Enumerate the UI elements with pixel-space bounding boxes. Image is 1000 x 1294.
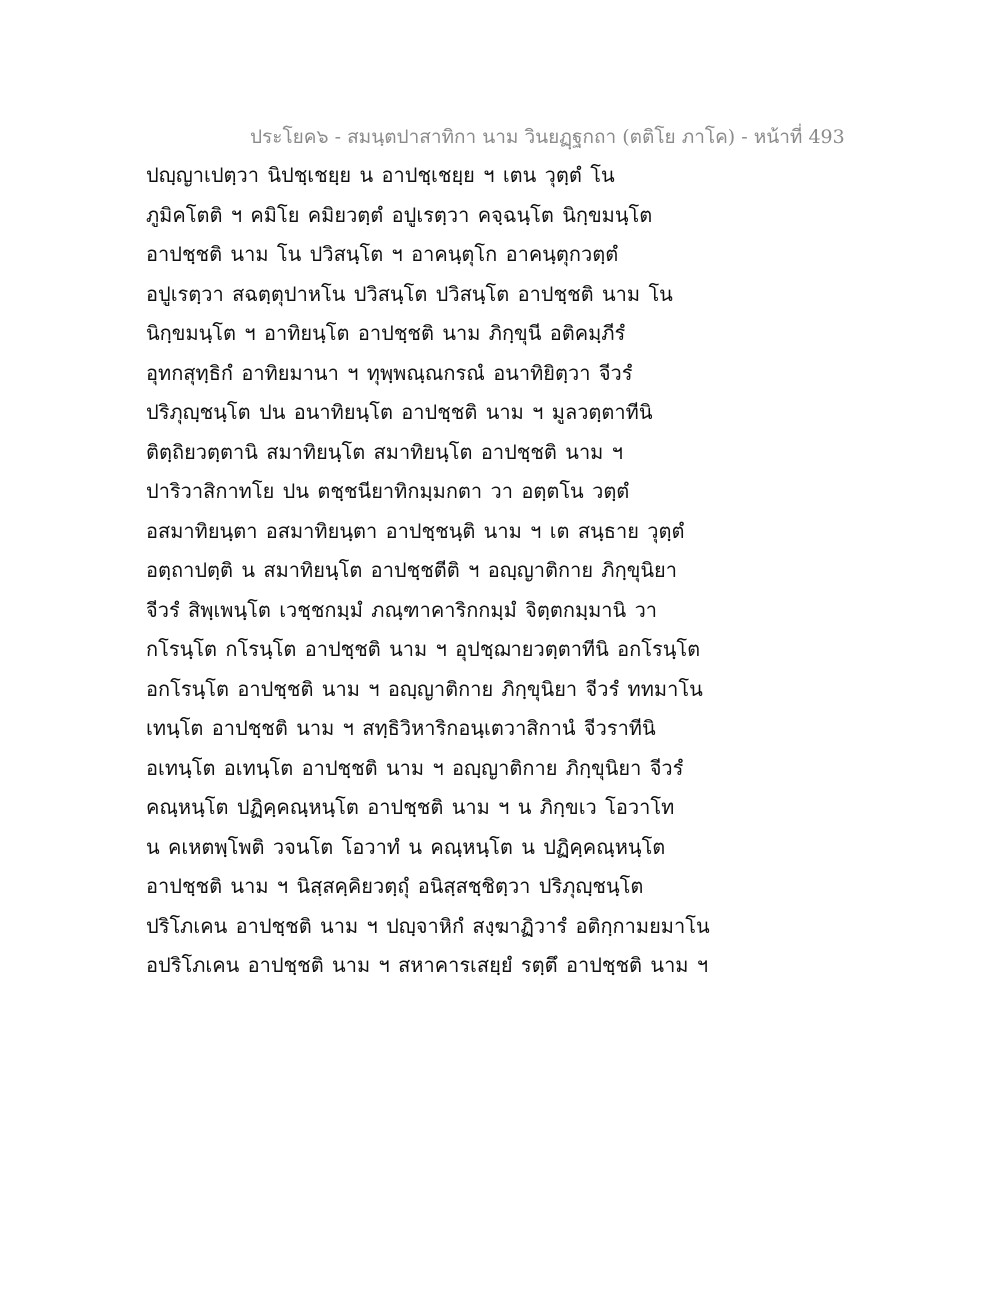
text-line: คณฺหนฺโต ปฏิคฺคณฺหนฺโต อาปชฺชติ นาม ฯ น ภิกฺขเว โอวาโท bbox=[146, 795, 675, 819]
text-line: นิกฺขมนฺโต ฯ อาทิยนฺโต อาปชฺชติ นาม ภิกฺขุนี อติคมฺภีรํ bbox=[146, 321, 626, 345]
text-line: ปริภุญฺชนฺโต ปน อนาทิยนฺโต อาปชฺชติ นาม ฯ มูลวตฺตาทีนิ bbox=[146, 400, 653, 424]
text-line: อาปชฺชติ นาม ฯ นิสฺสคฺคิยวตฺถุํ อนิสฺสชฺชิตฺวา ปริภุญฺชนฺโต bbox=[146, 874, 644, 898]
text-line: เทนฺโต อาปชฺชติ นาม ฯ สทฺธิวิหาริกอนฺเตวาสิกานํ จีวราทีนิ bbox=[146, 716, 656, 740]
text-line: ปริโภเคน อาปชฺชติ นาม ฯ ปญฺจาหิกํ สงฺฆาฏิวารํ อติกฺกามยมาโน bbox=[146, 913, 710, 938]
text-line: อุทกสุทฺธิกํ อาทิยมานา ฯ ทุพฺพณฺณกรณํ อนาทิยิตฺวา จีวรํ bbox=[146, 360, 633, 385]
text-line: กโรนฺโต กโรนฺโต อาปชฺชติ นาม ฯ อุปชฺฌายวตฺตาทีนิ อกโรนฺโต bbox=[146, 637, 701, 661]
text-line: ภูมิคโตติ ฯ คมิโย คมิยวตฺตํ อปูเรตฺวา คจฺฉนฺโต นิกฺขมนฺโต bbox=[146, 202, 653, 227]
text-line: จีวรํ สิพฺเพนฺโต เวชฺชกมฺมํ ภณฺฑาคาริกกมฺมํ จิตฺตกมฺมานิ วา bbox=[146, 597, 658, 622]
running-header: ประโยค๖ - สมนฺตปาสาทิกา นาม วินยฏฺฐกถา (ตติโย ภาโค) - หน้าที่ 493 bbox=[250, 126, 845, 148]
text-line: น คเหตพฺโพติ วจนโต โอวาทํ น คณฺหนฺโต น ปฏิคฺคณฺหนฺโต bbox=[146, 834, 666, 859]
text-line: ปาริวาสิกาทโย ปน ตชฺชนียาทิกมฺมกตา วา อตฺตโน วตฺตํ bbox=[146, 479, 630, 503]
body-text bbox=[146, 156, 710, 986]
text-line: อกโรนฺโต อาปชฺชติ นาม ฯ อญฺญาติกาย ภิกฺขุนิยา จีวรํ ททมาโน bbox=[146, 676, 703, 701]
text-line: ปญฺญาเปตฺวา นิปชฺเชยฺย น อาปชฺเชยฺย ฯ เตน วุตฺตํ โน bbox=[146, 163, 615, 187]
text-line: อาปชฺชติ นาม โน ปวิสนฺโต ฯ อาคนฺตุโก อาคนฺตุกวตฺตํ bbox=[146, 242, 619, 266]
text-line: ติตฺถิยวตฺตานิ สมาทิยนฺโต สมาทิยนฺโต อาปชฺชติ นาม ฯ bbox=[146, 439, 623, 464]
text-line: อเทนฺโต อเทนฺโต อาปชฺชติ นาม ฯ อญฺญาติกาย ภิกฺขุนิยา จีวรํ bbox=[146, 755, 684, 780]
text-line: อตฺถาปตฺติ น สมาทิยนฺโต อาปชฺชตีติ ฯ อญฺญาติกาย ภิกฺขุนิยา bbox=[146, 558, 678, 582]
text-line: อปูเรตฺวา สฉตฺตุปาหโน ปวิสนฺโต ปวิสนฺโต อาปชฺชติ นาม โน bbox=[146, 281, 673, 306]
text-line: อปริโภเคน อาปชฺชติ นาม ฯ สหาคารเสยฺยํ รตฺตึ อาปชฺชติ นาม ฯ bbox=[146, 953, 709, 977]
text-line: อสมาทิยนฺตา อสมาทิยนฺตา อาปชฺชนฺติ นาม ฯ เต สนฺธาย วุตฺตํ bbox=[146, 518, 685, 543]
